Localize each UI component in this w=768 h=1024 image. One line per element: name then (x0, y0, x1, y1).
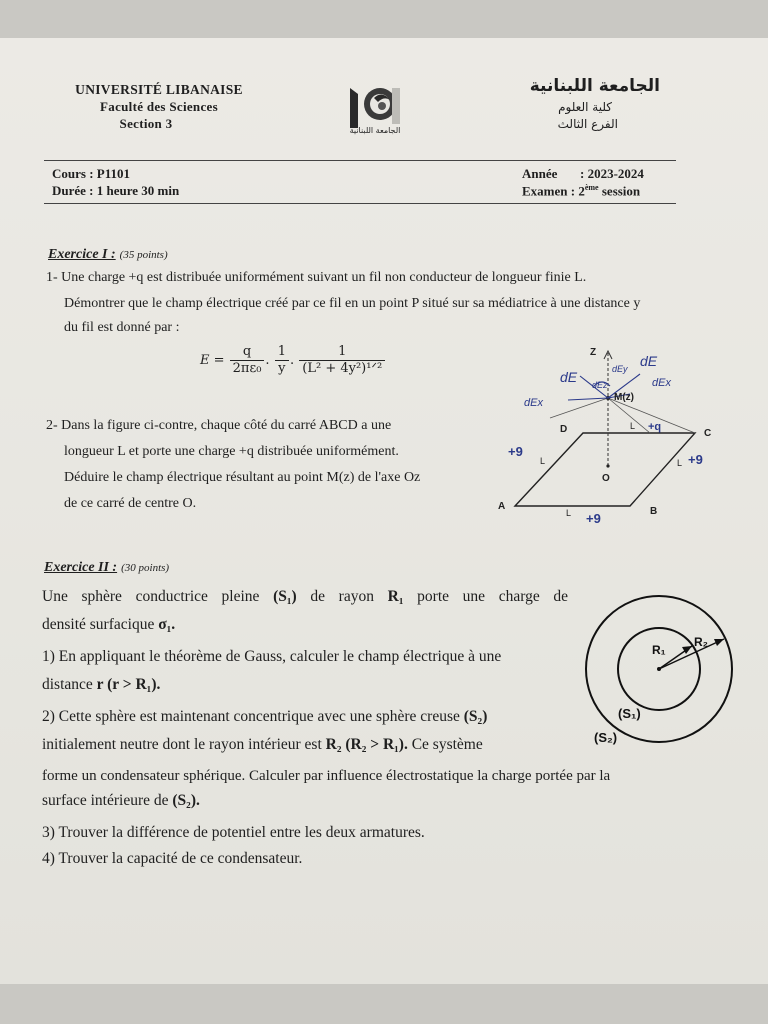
ex1-q1-line1: 1- Une charge +q est distribuée uniformément suivant un fil non conducteur de longueur finie L. (46, 270, 587, 285)
ex2-line8 (42, 786, 200, 815)
exercise-2-heading (44, 558, 169, 576)
label-z: Z (590, 347, 597, 358)
formula-frac-1 (230, 344, 265, 377)
hw-dez: dEz (592, 380, 608, 390)
ex2-l1-c: porte une charge de (417, 588, 569, 605)
course-code: Cours : P1101 (52, 166, 130, 181)
hw-charge-left: +9 (508, 444, 523, 459)
header-rule-bottom (44, 203, 676, 204)
ex2-line4 (42, 670, 160, 699)
label-o: O (602, 473, 610, 484)
hw-dex-right: dEx (652, 377, 671, 389)
ex2-l6-r2: R₂ (R₂ > R₁). (325, 736, 408, 753)
radius-r2-head (714, 639, 724, 646)
field-formula: E = $\frac{q}{\text{2πε₀}}$ . $\frac{1}{y}$ . $\frac{1}{\text{(L² + 4y²)¹ᐟ²}}$ (200, 344, 386, 377)
ex2-line6 (42, 730, 483, 759)
logo-caption: الجامعة اللبنانية (349, 126, 401, 135)
ex2-line7: forme un condensateur sphérique. Calculer par influence électrostatique la charge portée par la (42, 768, 611, 784)
ex2-line10: 4) Trouver la capacité de ce condensateur. (42, 850, 303, 867)
ex2-l8-s2: (S₂). (172, 792, 200, 809)
university-name-ar: الجامعة اللبنانية (529, 76, 660, 96)
ex1-q2-line3: Déduire le champ électrique résultant au point M(z) de l'axe Oz (64, 470, 421, 485)
hw-de-right: dE (640, 353, 658, 369)
ex1-q1-line2: Démontrer que le champ électrique créé par ce fil en un point P situé sur sa médiatrice à une distance y (64, 296, 641, 311)
ex1-q2-line4: de ce carré de centre O. (64, 496, 197, 511)
m-to-side-line (608, 398, 650, 433)
ex1-q1-line3: du fil est donné par : (64, 320, 180, 335)
exercise-1-heading (48, 245, 168, 263)
frac2-num: 1 (275, 344, 289, 361)
ex2-l8-a: surface intérieure de (42, 792, 169, 809)
section-ar: الفرع الثالث (557, 117, 618, 131)
exam-session (522, 183, 640, 199)
exam-label: Examen : 2 (522, 183, 585, 199)
square-figure (490, 338, 740, 533)
center-o-dot (606, 464, 609, 467)
ex2-line5 (42, 702, 487, 731)
exam-superscript: ème (584, 183, 599, 192)
exam-duration: Durée : 1 heure 30 min (52, 183, 180, 198)
exercise-2-points: (30 points) (121, 562, 170, 574)
ex2-l2-sigma: σ₁. (158, 616, 176, 633)
ex2-l1-r1: R₁ (387, 588, 404, 605)
faculty-name-ar: كلية العلوم (558, 100, 612, 114)
ex2-l1-b: de rayon (310, 588, 374, 605)
ex2-l5-s2: (S₂) (463, 708, 488, 725)
exercise-2-title: Exercice II : (44, 560, 118, 575)
label-d: D (560, 424, 568, 435)
label-c: C (704, 428, 712, 439)
year-label: Année (522, 166, 558, 181)
ex2-l5-a: 2) Cette sphère est maintenant concentrique avec une sphère creuse (42, 708, 460, 725)
exercise-1-points: (35 points) (119, 249, 168, 261)
hw-charge-bottom: +9 (586, 511, 601, 526)
label-l-bottom: L (566, 508, 572, 518)
ex2-l1-s1: (S₁) (273, 588, 297, 605)
square-abcd (515, 433, 695, 506)
hw-dey: dEy (612, 364, 628, 374)
ex2-l6-b: Ce système (411, 736, 483, 753)
ex2-l1-a: Une sphère conductrice pleine (42, 588, 260, 605)
label-s2: (S₂) (594, 730, 618, 745)
header-rule-top (44, 160, 676, 161)
hw-de-left: dE (560, 369, 578, 385)
hw-charge-top: +q (648, 421, 662, 433)
year-value: : 2023-2024 (580, 166, 644, 181)
exam-session-text: session (598, 183, 641, 199)
formula-lhs: E = (200, 353, 225, 368)
ex2-l4-a: distance (42, 676, 93, 693)
label-m: M(z) (614, 392, 634, 403)
label-l-left: L (540, 456, 546, 466)
exercise-1-title: Exercice I : (48, 247, 116, 262)
ex2-line2 (42, 610, 175, 639)
frac3-den: (L² + 4y²)¹ᐟ² (302, 361, 383, 376)
label-l-top: L (630, 421, 636, 431)
frac1-num: q (230, 344, 265, 361)
label-b: B (650, 506, 658, 517)
formula-frac-3 (299, 344, 385, 377)
ex2-line3: 1) En appliquant le théorème de Gauss, calculer le champ électrique à une (42, 648, 502, 665)
university-logo (344, 84, 406, 140)
university-name-fr: UNIVERSITÉ LIBANAISE (75, 82, 243, 97)
label-r2: R₂ (694, 635, 708, 649)
label-s1: (S₁) (618, 706, 641, 721)
ex2-line9: 3) Trouver la différence de potentiel entre les deux armatures. (42, 824, 425, 841)
ex2-l6-a: initialement neutre dont le rayon intérieur est (42, 736, 322, 753)
ex2-l2-a: densité surfacique (42, 616, 155, 633)
label-r1: R₁ (652, 643, 666, 657)
ex2-l4-r: r (r > R₁). (96, 676, 161, 693)
hw-charge-right: +9 (688, 452, 703, 467)
frac2-den: y (278, 361, 286, 376)
ex1-q2-line2: longueur L et porte une charge +q distribuée uniformément. (64, 444, 399, 459)
faculty-name-fr: Faculté des Sciences (100, 99, 218, 114)
ex2-line1 (42, 582, 568, 611)
formula-frac-2 (275, 344, 289, 377)
frac3-num: 1 (299, 344, 385, 361)
hw-dex-left: dEx (524, 397, 543, 409)
frac1-den: 2πε₀ (232, 361, 262, 376)
label-a: A (498, 501, 506, 512)
spheres-figure (578, 594, 744, 754)
ex1-q2-line1: 2- Dans la figure ci-contre, chaque côté du carré ABCD a une (46, 418, 392, 433)
m-to-left-line (550, 398, 608, 418)
section-fr: Section 3 (119, 116, 173, 131)
label-l-right: L (677, 458, 683, 468)
